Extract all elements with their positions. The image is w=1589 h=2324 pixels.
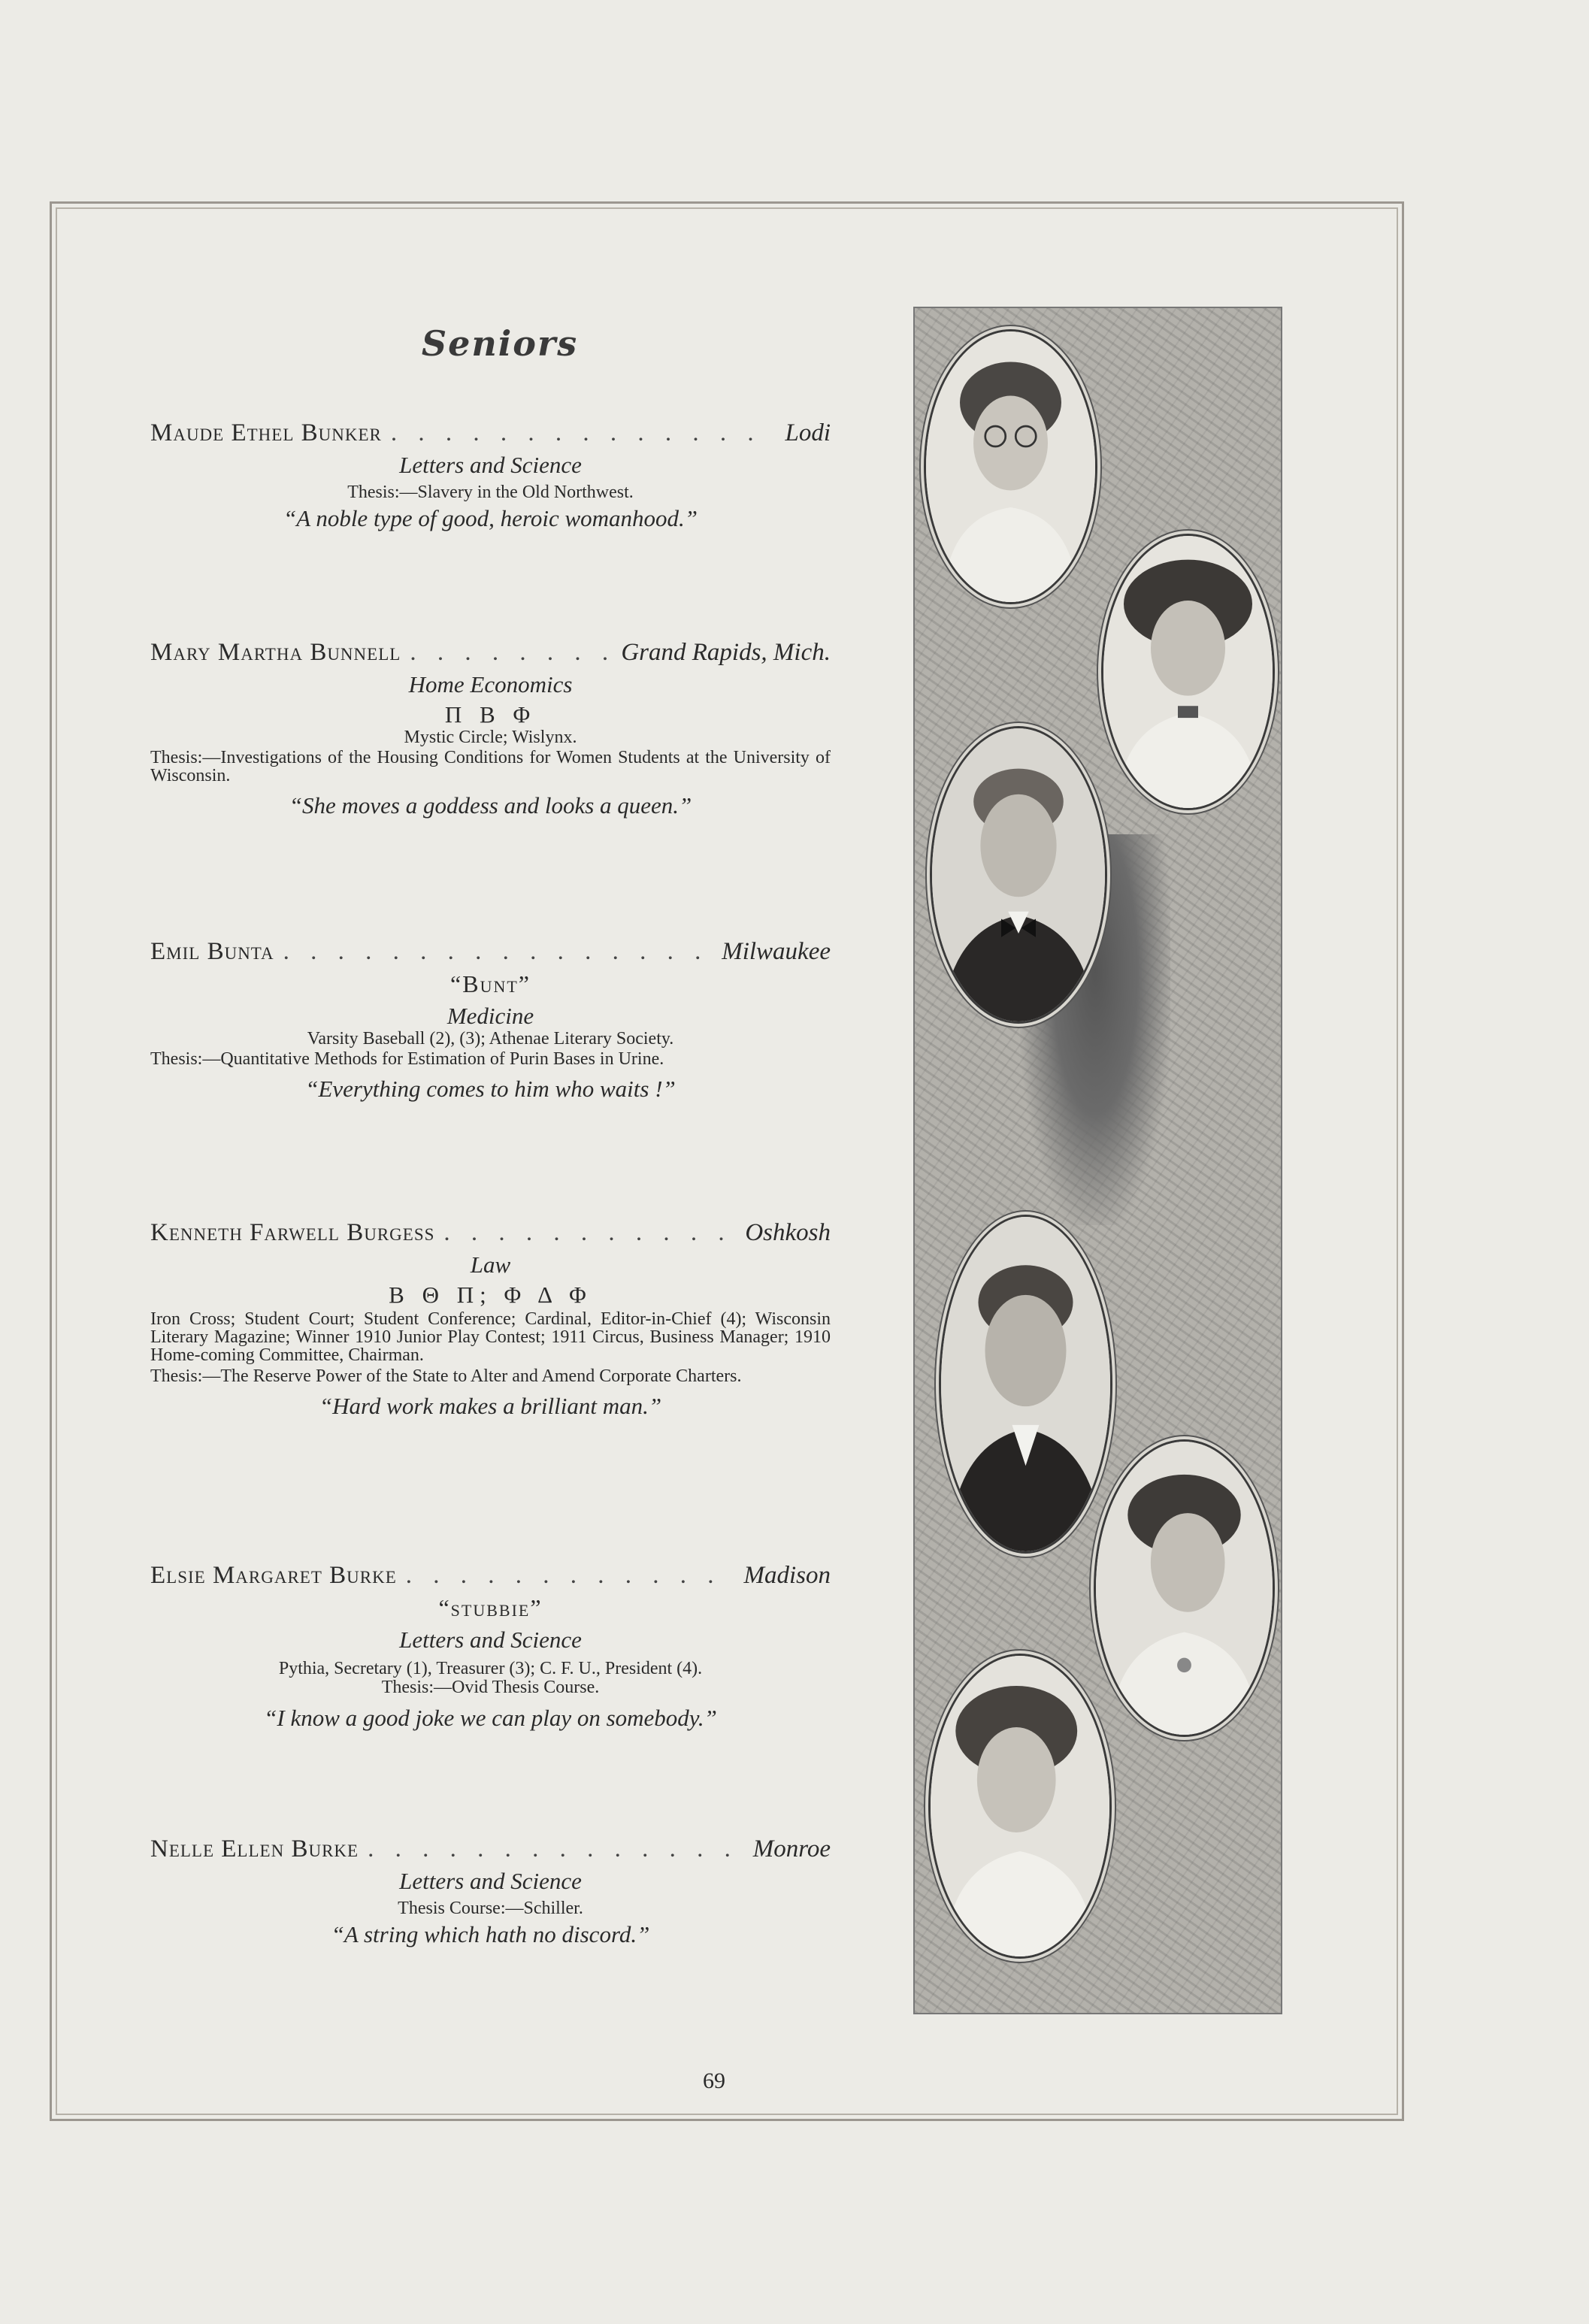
senior-entry-bunnell: [150, 639, 831, 819]
senior-name: Nelle Ellen Burke: [150, 1835, 359, 1863]
senior-name: Maude Ethel Bunker: [150, 419, 382, 446]
senior-quote: “I know a good joke we can play on somebody.”: [264, 1705, 717, 1731]
senior-town: Lodi: [785, 419, 831, 446]
leader-dots: [391, 419, 776, 447]
portrait-photo-4: [939, 1215, 1112, 1554]
senior-town: Madison: [743, 1562, 831, 1589]
senior-department: Medicine: [446, 1003, 534, 1029]
name-line: [150, 938, 831, 966]
senior-name: Emil Bunta: [150, 938, 274, 965]
senior-thesis: Thesis Course:—Schiller.: [398, 1899, 583, 1918]
senior-quote: “A string which hath no discord.”: [331, 1921, 650, 1947]
leader-dots: [283, 938, 713, 966]
page-number: 69: [703, 2068, 725, 2093]
leader-dots: [443, 1219, 736, 1247]
leader-dots: [410, 639, 612, 667]
senior-department: Home Economics: [408, 671, 573, 698]
section-heading: Seniors: [421, 323, 579, 364]
senior-thesis: Thesis:—Investigations of the Housing Conditions for Women Students at the University of Wisconsin.: [150, 748, 831, 785]
senior-quote: “Hard work makes a brilliant man.”: [319, 1393, 662, 1419]
senior-entry-bunta: [150, 938, 831, 1103]
portrait-photo-3: [930, 726, 1107, 1024]
name-line: [150, 1562, 831, 1590]
portrait-strip: [913, 307, 1282, 2014]
senior-thesis: Thesis:—Slavery in the Old Northwest.: [347, 483, 634, 502]
senior-department: Letters and Science: [399, 452, 582, 478]
name-line: [150, 1219, 831, 1247]
senior-name: Elsie Margaret Burke: [150, 1562, 397, 1589]
senior-entry-elsie-burke: [150, 1562, 831, 1732]
portrait-photo-6: [928, 1654, 1112, 1959]
senior-quote: “She moves a goddess and looks a queen.”: [289, 792, 692, 819]
senior-entry-nelle-burke: [150, 1835, 831, 1948]
senior-town: Milwaukee: [722, 938, 831, 965]
name-line: [150, 639, 831, 667]
leader-dots: [406, 1562, 735, 1590]
senior-town: Oshkosh: [745, 1219, 831, 1246]
senior-nickname: “Bunt”: [450, 970, 531, 997]
senior-thesis: Thesis:—Ovid Thesis Course.: [381, 1678, 600, 1697]
senior-activities: Iron Cross; Student Court; Student Conference; Cardinal, Editor-in-Chief (4); Wisconsin Literary Magazine; Winner 1910 Junior Play Contest; 1911 Circus, Business Manager; 1910 Home-coming Committee, Chairman.: [150, 1309, 831, 1365]
senior-greek-letters: Β Θ Π; Φ Δ Φ: [389, 1282, 592, 1308]
senior-activities: Mystic Circle; Wislynx.: [404, 728, 577, 747]
senior-entry-burgess: [150, 1219, 831, 1420]
senior-thesis: Thesis:—Quantitative Methods for Estimation of Purin Bases in Urine.: [150, 1049, 664, 1069]
senior-thesis: Thesis:—The Reserve Power of the State to Alter and Amend Corporate Charters.: [150, 1366, 742, 1386]
senior-name: Kenneth Farwell Burgess: [150, 1219, 435, 1246]
senior-department: Law: [470, 1251, 511, 1278]
senior-nickname: “stubbie”: [438, 1594, 543, 1621]
senior-quote: “A noble type of good, heroic womanhood.”: [283, 505, 698, 531]
portrait-photo-5: [1094, 1439, 1275, 1737]
senior-town: Grand Rapids, Mich.: [621, 639, 831, 666]
senior-name: Mary Martha Bunnell: [150, 639, 401, 666]
senior-department: Letters and Science: [399, 1626, 582, 1653]
name-line: [150, 1835, 831, 1863]
portrait-photo-1: [924, 329, 1097, 604]
senior-town: Monroe: [752, 1835, 831, 1863]
portrait-photo-2: [1101, 534, 1275, 810]
leader-dots: [368, 1835, 744, 1863]
senior-activities: Pythia, Secretary (1), Treasurer (3); C. F. U., President (4).: [278, 1659, 703, 1678]
senior-greek-letters: Π Β Φ: [444, 701, 537, 728]
senior-quote: “Everything comes to him who waits !”: [305, 1076, 676, 1102]
senior-entry-bunker: [150, 419, 831, 532]
senior-activities: Varsity Baseball (2), (3); Athenae Literary Society.: [307, 1029, 674, 1049]
name-line: [150, 419, 831, 447]
senior-department: Letters and Science: [399, 1868, 582, 1894]
